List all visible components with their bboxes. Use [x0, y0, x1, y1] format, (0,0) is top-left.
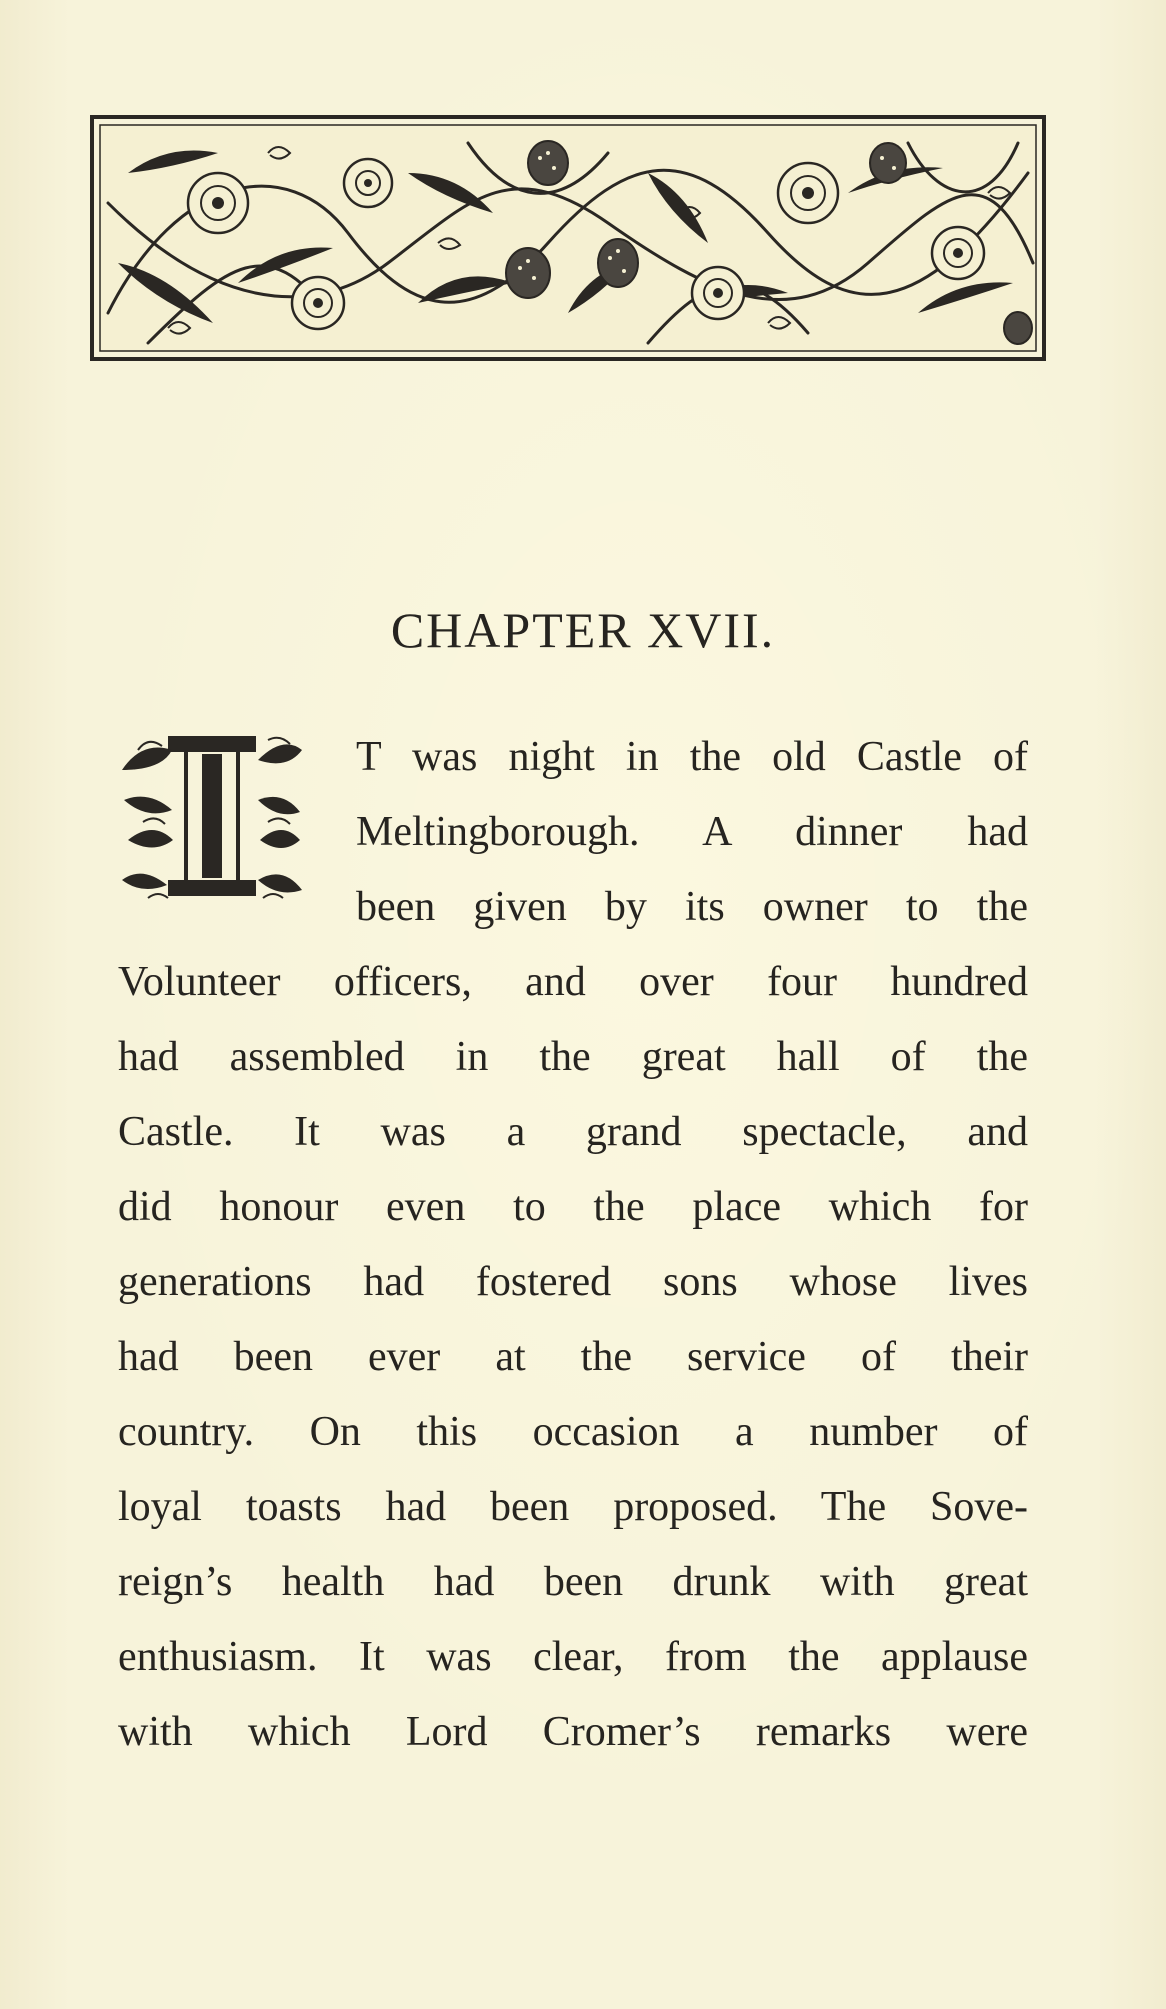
text-line-8: generations had fostered sons whose lives: [118, 1259, 1028, 1305]
text-line-13: enthusiasm. It was clear, from the applause: [118, 1634, 1028, 1680]
text-line-11: loyal toasts had been proposed. The Sove-: [118, 1484, 1028, 1530]
text-line-4: Volunteer officers, and over four hundred: [118, 959, 1028, 1005]
text-line-14: with which Lord Cromer’s remarks were: [118, 1709, 1028, 1755]
text-line-3: been given by its owner to the: [356, 884, 1028, 930]
ornamental-initial-i: [118, 730, 304, 905]
text-line-6: Castle. It was a grand spectacle, and: [118, 1109, 1028, 1155]
chapter-title: CHAPTER XVII.: [390, 602, 776, 658]
text-line-10: country. On this occasion a number of: [118, 1409, 1028, 1455]
floral-headpiece-ornament: [88, 113, 1048, 363]
text-line-5: had assembled in the great hall of the: [118, 1034, 1028, 1080]
text-line-9: had been ever at the service of their: [118, 1334, 1028, 1380]
text-line-7: did honour even to the place which for: [118, 1184, 1028, 1230]
text-line-1: T was night in the old Castle of: [356, 734, 1028, 780]
text-line-12: reign’s health had been drunk with great: [118, 1559, 1028, 1605]
text-line-2: Meltingborough. A dinner had: [356, 809, 1028, 855]
